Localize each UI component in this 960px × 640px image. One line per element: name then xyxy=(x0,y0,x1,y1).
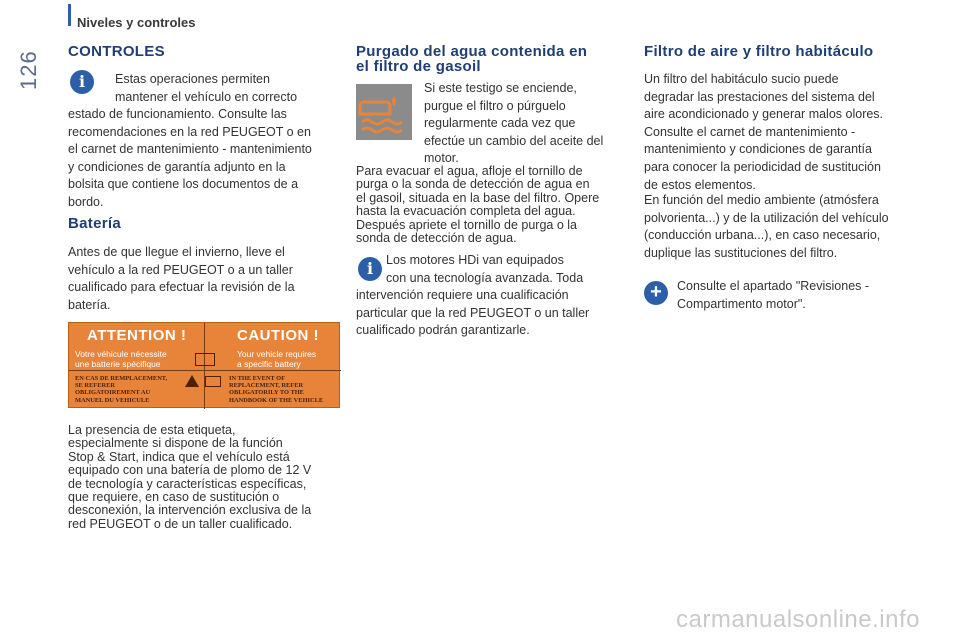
page-accent-bar xyxy=(68,4,71,26)
book-icon xyxy=(205,376,221,387)
label-divider-vertical xyxy=(204,323,205,409)
section-title: Niveles y controles xyxy=(77,15,196,30)
info-icon: i xyxy=(358,257,382,281)
water-in-diesel-icon xyxy=(356,84,412,140)
info-text-rest: estado de funcionamiento. Consulte las recomendaciones en la red PEUGEOT o en el carnet de mantenimiento - mantenimiento y condiciones de garantía adjunto en la bolsita que contiene los documentos de a bordo. xyxy=(68,107,312,209)
heading-bateria: Batería xyxy=(68,215,121,232)
label-fr-lower: EN CAS DE REMPLACEMENT, SE REFERER OBLIGATOIREMENT AU MANUEL DU VEHICULE xyxy=(75,375,168,404)
battery-warning-label xyxy=(68,322,340,408)
label-en-line1: Your vehicle requires xyxy=(237,349,317,359)
label-divider-horizontal xyxy=(69,370,341,371)
info-icon: i xyxy=(70,70,94,94)
label-fr-line2: une batterie spécifique xyxy=(75,359,161,369)
label-en-lower: IN THE EVENT OF REPLACEMENT, REFER OBLIGATORILY TO THE HANDBOOK OF THE VEHICLE xyxy=(229,375,324,404)
purge-text: Para evacuar el agua, afloje el tornillo de purga o la sonda de detección de agua en el gasoil, situada en la base del filtro. Opere hasta la evacuación completa del agua. Después apriete el tornillo de purga o la sonda de detección de agua. xyxy=(356,164,600,246)
warning-triangle-icon xyxy=(185,375,199,387)
label-caution: CAUTION ! xyxy=(237,327,319,344)
see-also-text: Consulte el apartado "Revisiones - Compartimento motor". xyxy=(677,279,870,311)
info-text-first: Estas operaciones permiten xyxy=(115,72,270,86)
indicator-text: Si este testigo se enciende, purgue el filtro o púrguelo regularmente cada vez que efectúe un cambio del aceite del motor. xyxy=(424,81,604,166)
page-number: 126 xyxy=(16,50,41,90)
heading-filtro: Filtro de aire y filtro habitáculo xyxy=(644,43,874,60)
label-text: La presencia de esta etiqueta, especialmente si dispone de la función Stop & Start, indica que el vehículo está equipado con una batería de plomo de 12 V de tecnología y características específicas, que requiere, en caso de sustitución o desconexión, la intervención exclusiva de la red PEUGEOT o de un taller cualificado. xyxy=(68,423,312,531)
watermark: carmanualsonline.info xyxy=(676,606,920,633)
battery-icon xyxy=(195,353,215,366)
filtro-para1: Un filtro del habitáculo sucio puede degradar las prestaciones del sistema del aire acondicionado y generar malos olores. Consulte el carnet de mantenimiento - mantenimiento y condiciones de garantía para conocer la periodicidad de sustitución de estos elementos. xyxy=(644,72,884,192)
label-en-line2: a specific battery xyxy=(237,359,301,369)
filtro-para2: En función del medio ambiente (atmósfera polvorienta...) y de la utilización del vehículo (conducción urbana...), en caso necesario, duplique las sustituciones del filtro. xyxy=(644,193,889,260)
heading-purgado: Purgado del agua contenida en el filtro de gasoil xyxy=(356,43,588,75)
battery-text: Antes de que llegue el invierno, lleve el vehículo a la red PEUGEOT o a un taller cualificado para efectuar la revisión de la batería. xyxy=(68,245,295,312)
hdi-text-rest: intervención requiere una cualificación particular que la red PEUGEOT o un taller cualificado podrán garantizarle. xyxy=(356,288,590,338)
plus-icon: + xyxy=(644,281,668,305)
label-fr-line1: Votre véhicule nécessite xyxy=(75,349,167,359)
hdi-text-second: con una tecnología avanzada. Toda xyxy=(386,271,584,285)
info-text-second: mantener el vehículo en correcto xyxy=(115,90,298,104)
heading-controles: CONTROLES xyxy=(68,43,165,60)
label-attention: ATTENTION ! xyxy=(87,327,187,344)
hdi-text-first: Los motores HDi van equipados xyxy=(386,253,564,267)
